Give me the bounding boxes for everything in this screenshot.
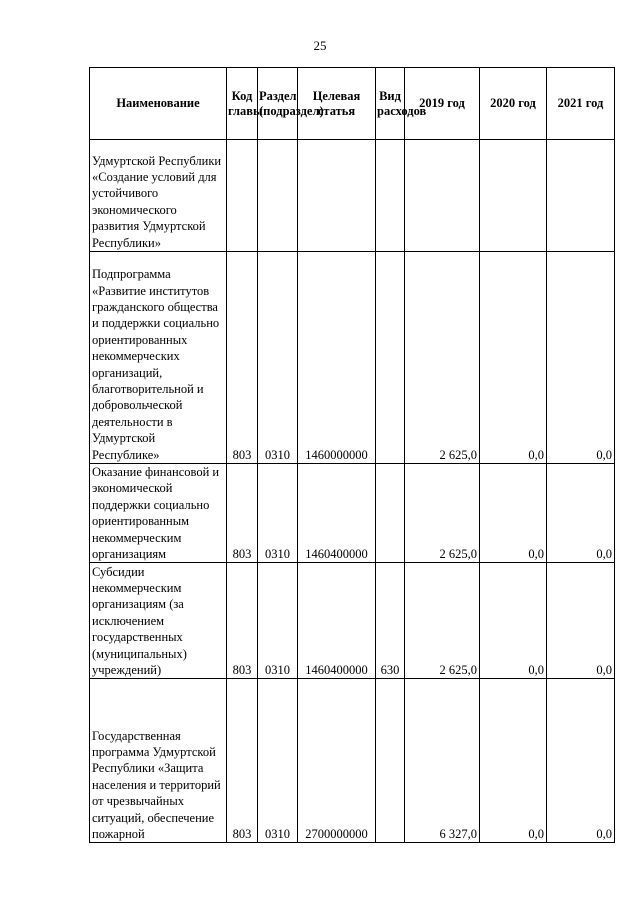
row-name: Оказание финансовой и экономической поддержки социально ориентированным некоммерческим организациям: [90, 464, 227, 563]
row-2019: [405, 140, 480, 252]
row-2020: 0,0: [480, 464, 547, 563]
row-code: 803: [227, 563, 258, 679]
row-2019: 2 625,0: [405, 464, 480, 563]
header-2019: 2019 год: [405, 68, 480, 140]
header-name: Наименование: [90, 68, 227, 140]
row-2020: [480, 140, 547, 252]
row-section: 0310: [258, 563, 298, 679]
row-code: 803: [227, 464, 258, 563]
row-2021: [547, 140, 615, 252]
row-target: 1460400000: [298, 563, 376, 679]
header-code: Код главы: [227, 68, 258, 140]
table-row: [90, 563, 615, 679]
table-header-row: [90, 68, 615, 140]
header-expense-type: Вид расходов: [376, 68, 405, 140]
header-2020: 2020 год: [480, 68, 547, 140]
table-row: [90, 679, 615, 843]
row-target: [298, 140, 376, 252]
row-2021: 0,0: [547, 252, 615, 464]
row-section: 0310: [258, 252, 298, 464]
row-name: Государственная программа Удмуртской Республики «Защита населения и территорий от чрезвычайных ситуаций, обеспечение пожарной: [90, 679, 227, 843]
row-expense-type: [376, 679, 405, 843]
row-section: [258, 140, 298, 252]
row-expense-type: [376, 252, 405, 464]
row-expense-type: 630: [376, 563, 405, 679]
row-2021: 0,0: [547, 679, 615, 843]
row-name: Подпрограмма «Развитие институтов гражданского общества и поддержки социально ориентированных некоммерческих организаций, благотворительной и добровольческой деятельности в Удмуртской Республике»: [90, 252, 227, 464]
row-name: Удмуртской Республики «Создание условий для устойчивого экономического развития Удмуртской Республики»: [90, 140, 227, 252]
row-2019: 6 327,0: [405, 679, 480, 843]
row-code: 803: [227, 252, 258, 464]
row-2021: 0,0: [547, 563, 615, 679]
row-2020: 0,0: [480, 679, 547, 843]
row-expense-type: [376, 140, 405, 252]
row-2019: 2 625,0: [405, 563, 480, 679]
row-target: 1460000000: [298, 252, 376, 464]
table-row: [90, 464, 615, 563]
table-row: [90, 252, 615, 464]
row-name: Субсидии некоммерческим организациям (за исключением государственных (муниципальных) учреждений): [90, 563, 227, 679]
row-2020: 0,0: [480, 252, 547, 464]
row-code: 803: [227, 679, 258, 843]
header-section: Раздел (подраздел): [258, 68, 298, 140]
row-code: [227, 140, 258, 252]
row-target: 1460400000: [298, 464, 376, 563]
table-row: [90, 140, 615, 252]
row-section: 0310: [258, 679, 298, 843]
row-2019: 2 625,0: [405, 252, 480, 464]
row-section: 0310: [258, 464, 298, 563]
budget-table: [89, 67, 615, 843]
page-number: 25: [313, 38, 327, 53]
header-target: Целевая статья: [298, 68, 376, 140]
row-2021: 0,0: [547, 464, 615, 563]
header-2021: 2021 год: [547, 68, 615, 140]
row-expense-type: [376, 464, 405, 563]
row-target: 2700000000: [298, 679, 376, 843]
row-2020: 0,0: [480, 563, 547, 679]
